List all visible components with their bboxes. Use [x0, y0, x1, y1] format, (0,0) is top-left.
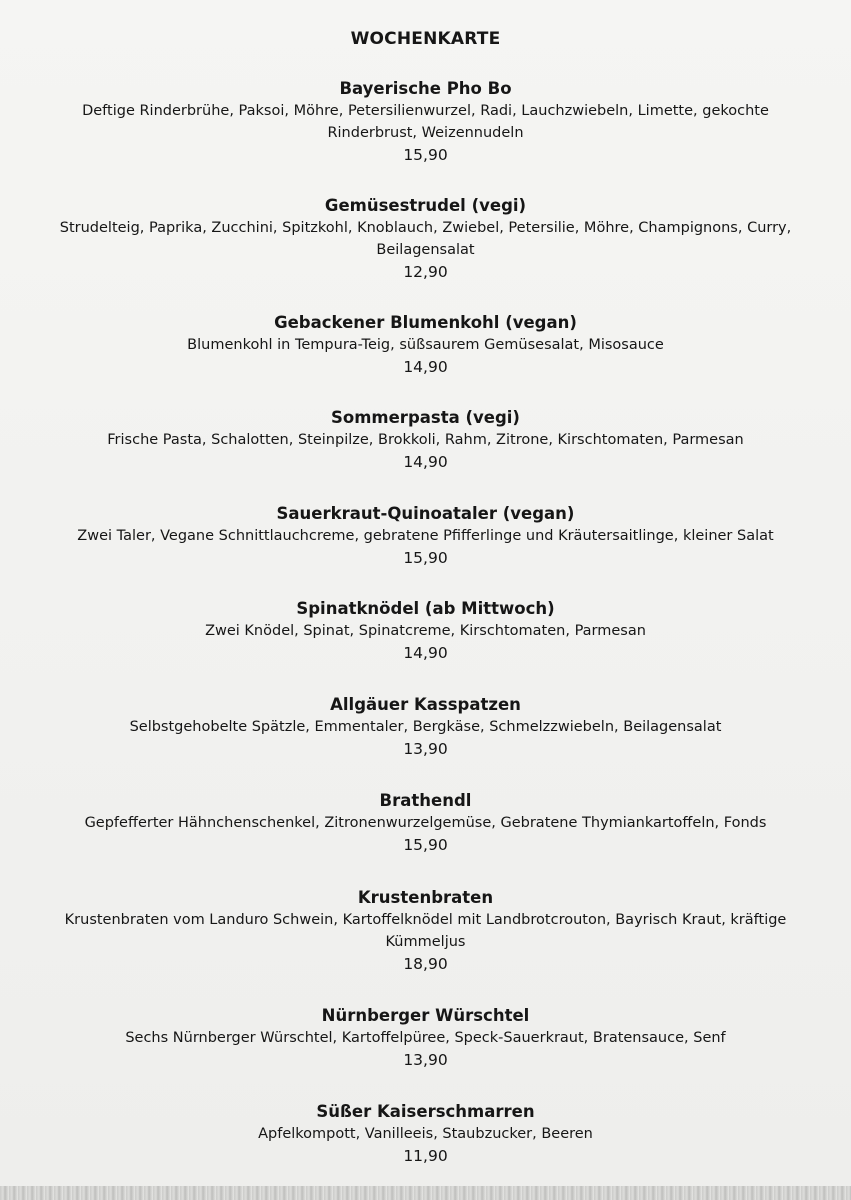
- dish-name: Brathendl: [379, 791, 472, 810]
- dish-name: Gebackener Blumenkohl (vegan): [274, 313, 577, 332]
- dish-sommerpasta: [0, 407, 851, 474]
- dish-description: Krustenbraten vom Landuro Schwein, Kartoffelknödel mit Landbrotcrouton, Bayrisch Kraut, kräftige: [64, 912, 787, 928]
- dish-description: Frische Pasta, Schalotten, Steinpilze, Brokkoli, Rahm, Zitrone, Kirschtomaten, Parmesan: [107, 432, 744, 448]
- dish-description: Zwei Knödel, Spinat, Spinatcreme, Kirschtomaten, Parmesan: [205, 623, 646, 639]
- dish-description: Sechs Nürnberger Würschtel, Kartoffelpüree, Speck-Sauerkraut, Bratensauce, Senf: [125, 1030, 726, 1046]
- dish-description: Deftige Rinderbrühe, Paksoi, Möhre, Petersilienwurzel, Radi, Lauchzwiebeln, Limette, gekochte: [82, 103, 769, 119]
- dish-price: 13,90: [403, 1051, 448, 1069]
- dish-name: Nürnberger Würschtel: [321, 1006, 530, 1025]
- dish-price: 13,90: [403, 740, 448, 758]
- menu-title: WOCHENKARTE: [350, 29, 501, 49]
- dish-price: 15,90: [403, 549, 448, 567]
- dish-name: Süßer Kaiserschmarren: [316, 1102, 535, 1121]
- dish-name: Sauerkraut-Quinoataler (vegan): [276, 504, 575, 523]
- dish-name: Spinatknödel (ab Mittwoch): [296, 599, 555, 618]
- dish-description: Zwei Taler, Vegane Schnittlauchcreme, gebratene Pfifferlinge und Kräutersaitlinge, kleiner Salat: [77, 528, 774, 544]
- dish-brathendl: [0, 790, 851, 857]
- dish-gemuesestrudel: [0, 195, 851, 284]
- dish-description: Apfelkompott, Vanilleeis, Staubzucker, Beeren: [258, 1126, 593, 1142]
- dish-name: Krustenbraten: [357, 888, 494, 907]
- dish-gebackener-blumenkohl: [0, 312, 851, 379]
- dish-price: 12,90: [403, 263, 448, 281]
- dish-description: Strudelteig, Paprika, Zucchini, Spitzkohl, Knoblauch, Zwiebel, Petersilie, Möhre, Champignons, Curry,: [59, 220, 792, 236]
- dish-price: 18,90: [403, 955, 448, 973]
- dish-nuernberger-wuerschtel: [0, 1005, 851, 1072]
- dish-description: Blumenkohl in Tempura-Teig, süßsaurem Gemüsesalat, Misosauce: [187, 337, 664, 353]
- dish-description: Selbstgehobelte Spätzle, Emmentaler, Bergkäse, Schmelzzwiebeln, Beilagensalat: [129, 719, 722, 735]
- dish-description-continued: Kümmeljus: [385, 934, 466, 950]
- dish-price: 15,90: [403, 146, 448, 164]
- dish-name: Gemüsestrudel (vegi): [324, 196, 527, 215]
- dish-bayerische-pho-bo: [0, 78, 851, 167]
- dish-suesser-kaiserschmarren: [0, 1101, 851, 1168]
- dish-price: 14,90: [403, 358, 448, 376]
- dish-krustenbraten: [0, 887, 851, 976]
- paper-bottom-edge: [0, 1186, 851, 1200]
- dish-name: Sommerpasta (vegi): [331, 408, 520, 427]
- dish-name: Bayerische Pho Bo: [339, 79, 512, 98]
- dish-price: 14,90: [403, 644, 448, 662]
- dish-spinatknoedel: [0, 598, 851, 665]
- dish-allgaeuer-kasspatzen: [0, 694, 851, 761]
- dish-price: 14,90: [403, 453, 448, 471]
- dish-description-continued: Rinderbrust, Weizennudeln: [327, 125, 524, 141]
- dish-sauerkraut-quinoataler: [0, 503, 851, 570]
- dish-description-continued: Beilagensalat: [376, 242, 475, 258]
- dish-price: 15,90: [403, 836, 448, 854]
- dish-price: 11,90: [403, 1147, 448, 1165]
- dish-name: Allgäuer Kasspatzen: [330, 695, 521, 714]
- dish-description: Gepfefferter Hähnchenschenkel, Zitronenwurzelgemüse, Gebratene Thymiankartoffeln, Fonds: [84, 815, 767, 831]
